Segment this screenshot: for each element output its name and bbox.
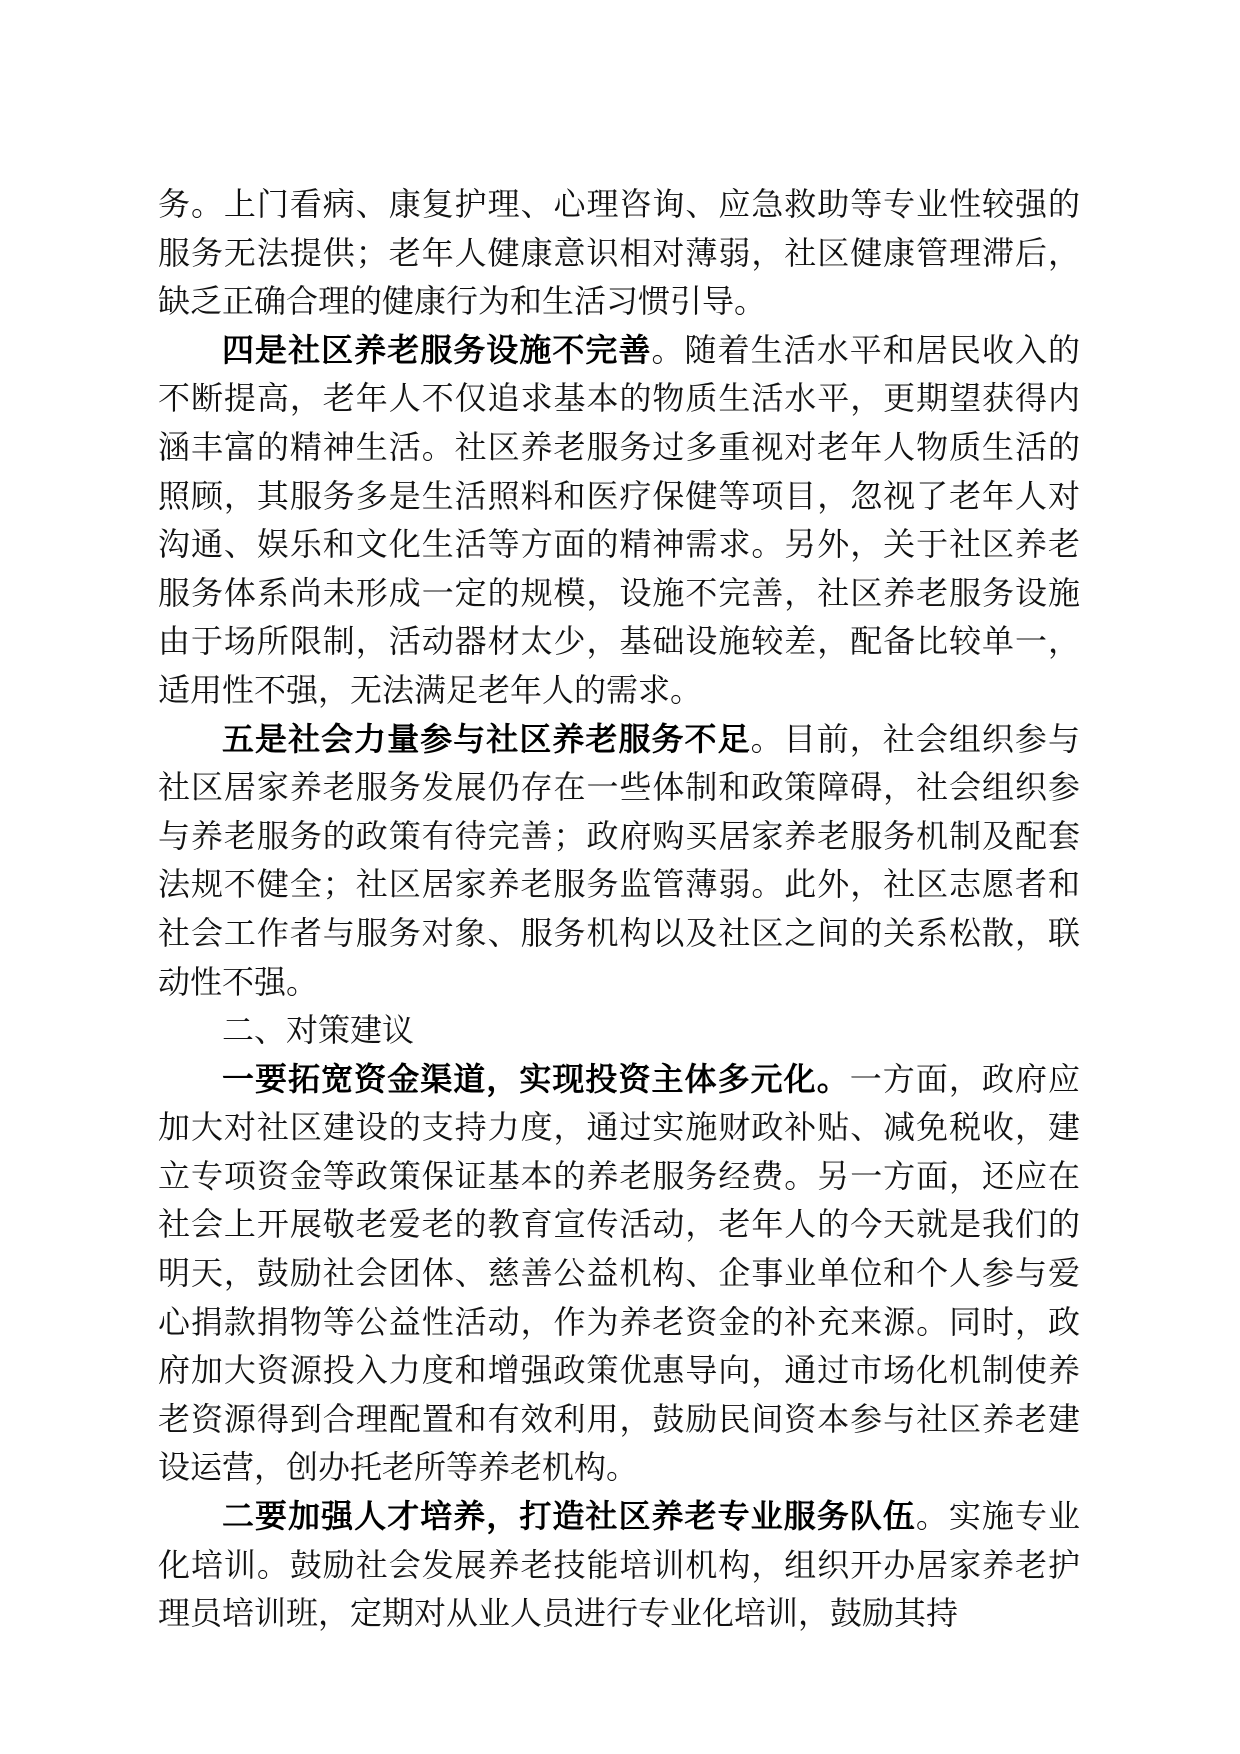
paragraph-issue-four bbox=[158, 326, 1080, 715]
paragraph-lead-heading: 二要加强人才培养，打造社区养老专业服务队伍 bbox=[222, 1497, 916, 1536]
paragraph-continuation bbox=[158, 180, 1080, 326]
paragraph-issue-five bbox=[158, 715, 1080, 1007]
document-page bbox=[158, 180, 1080, 1638]
paragraph-body: 。随着生活水平和居民收入的不断提高，老年人不仅追求基本的物质生活水平，更期望获得内涵丰富的精神生活。社区养老服务过多重视对老年人物质生活的照顾，其服务多是生活照料和医疗保健等项目，忽视了老年人对沟通、娱乐和文化生活等方面的精神需求。另外，关于社区养老服务体系尚未形成一定的规模，设施不完善，社区养老服务设施由于场所限制，活动器材太少，基础设施较差，配备比较单一，适用性不强，无法满足老年人的需求。 bbox=[158, 330, 1080, 709]
paragraph-body: 。目前，社会组织参与社区居家养老服务发展仍存在一些体制和政策障碍，社会组织参与养老服务的政策有待完善；政府购买居家养老服务机制及配套法规不健全；社区居家养老服务监管薄弱。此外，社区志愿者和社会工作者与服务对象、服务机构以及社区之间的关系松散，联动性不强。 bbox=[158, 719, 1080, 1001]
paragraph-lead-heading: 四是社区养老服务设施不完善 bbox=[222, 330, 652, 369]
section-heading-countermeasures bbox=[158, 1006, 1080, 1055]
paragraph-lead-heading: 一要拓宽资金渠道，实现投资主体多元化。 bbox=[222, 1059, 850, 1098]
paragraph-measure-one bbox=[158, 1055, 1080, 1492]
paragraph-body: 务。上门看病、康复护理、心理咨询、应急救助等专业性较强的服务无法提供；老年人健康意识相对薄弱，社区健康管理滞后，缺乏正确合理的健康行为和生活习惯引导。 bbox=[158, 185, 1080, 321]
paragraph-lead-heading: 五是社会力量参与社区养老服务不足 bbox=[222, 719, 751, 758]
paragraph-body: 一方面，政府应加大对社区建设的支持力度，通过实施财政补贴、减免税收，建立专项资金等政策保证基本的养老服务经费。另一方面，还应在社会上开展敬老爱老的教育宣传活动，老年人的今天就是我们的明天，鼓励社会团体、慈善公益机构、企事业单位和个人参与爱心捐款捐物等公益性活动，作为养老资金的补充来源。同时，政府加大资源投入力度和增强政策优惠导向，通过市场化机制使养老资源得到合理配置和有效利用，鼓励民间资本参与社区养老建设运营，创办托老所等养老机构。 bbox=[158, 1059, 1080, 1487]
paragraph-body: 。实施专业化培训。鼓励社会发展养老技能培训机构，组织开办居家养老护理员培训班，定期对从业人员进行专业化培训，鼓励其持 bbox=[158, 1497, 1080, 1633]
section-heading-text: 二、对策建议 bbox=[222, 1011, 415, 1050]
paragraph-measure-two bbox=[158, 1492, 1080, 1638]
